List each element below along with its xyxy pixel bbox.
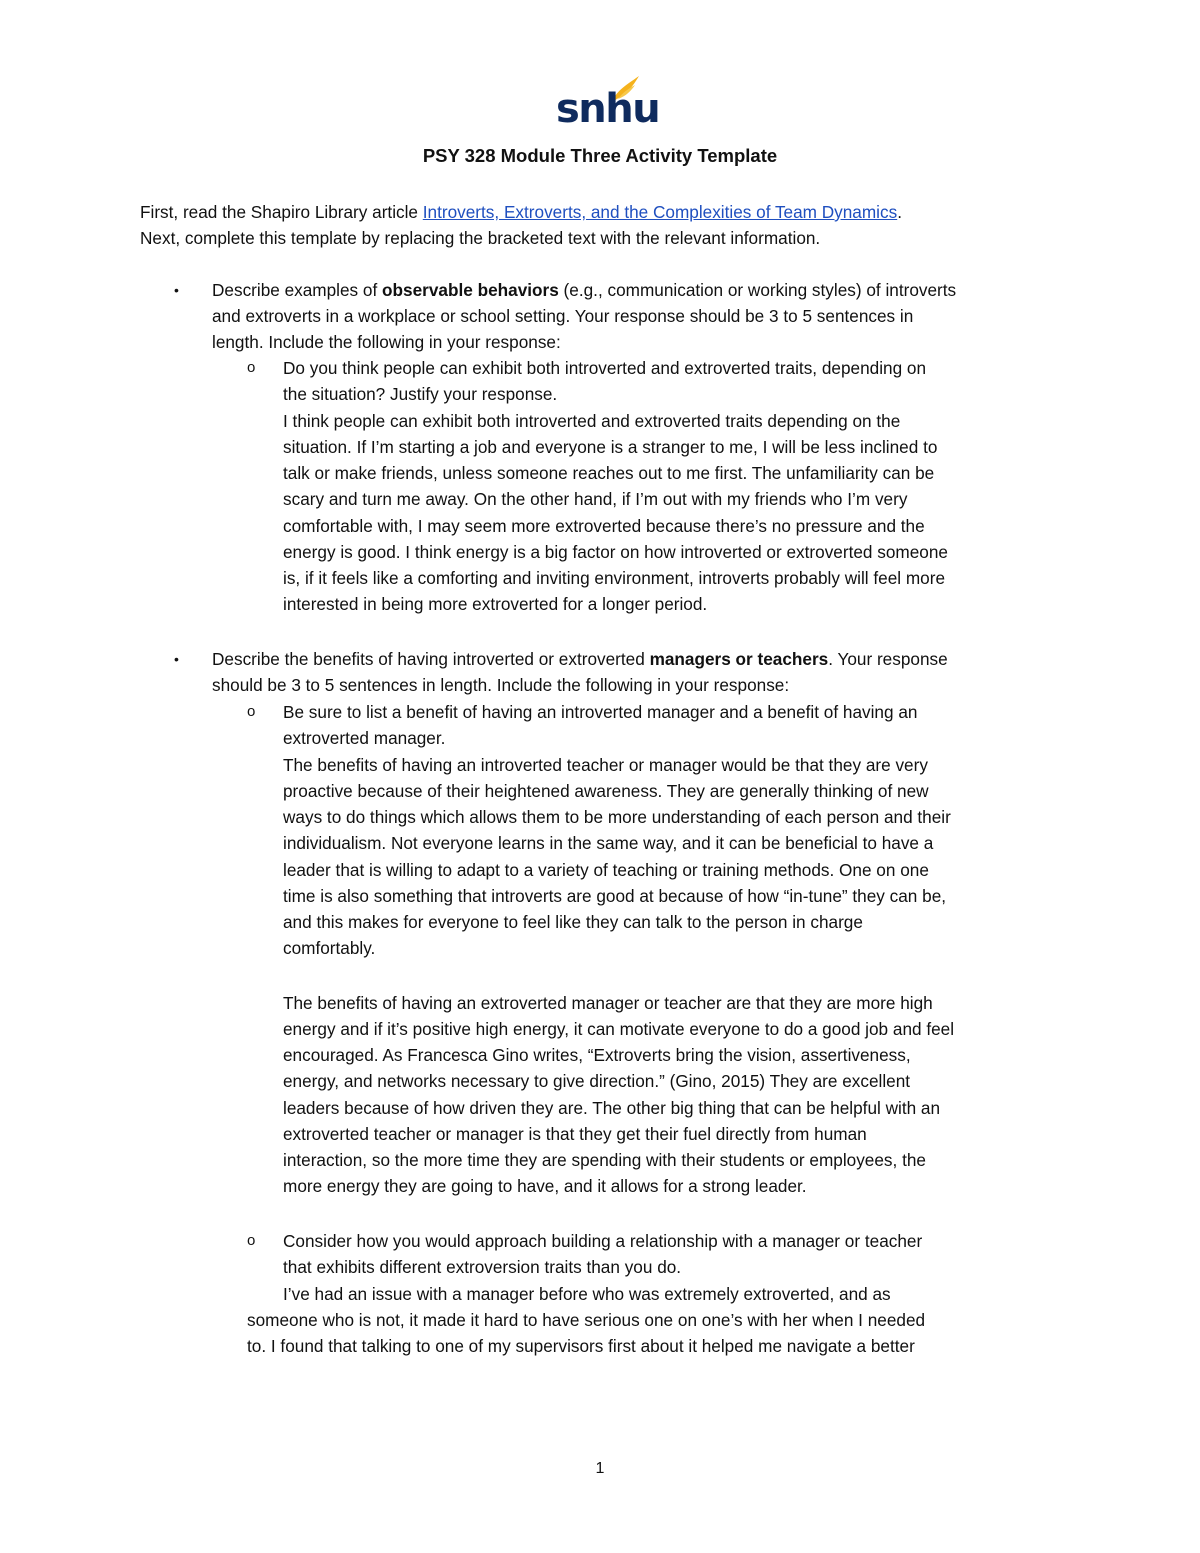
answer-3-line: energy, and networks necessary to give direction.” (Gino, 2015) They are excellent [283,1071,911,1091]
answer-1-line: interested in being more extroverted for a longer period. [283,594,708,614]
bullet-marker: • [174,651,179,667]
answer-2-line: ways to do things which allows them to be more understanding of each person and their [283,807,951,827]
answer-3-line: encouraged. As Francesca Gino writes, “Extroverts bring the vision, assertiveness, [283,1045,911,1065]
sub-question-2-line-1: Be sure to list a benefit of having an introverted manager and a benefit of having an [283,702,918,722]
logo-text: snhu [556,86,660,132]
answer-2-line: time is also something that introverts are good at because of how “in-tune” they can be, [283,886,947,906]
answer-2-line: individualism. Not everyone learns in the same way, and it can be beneficial to have a [283,833,934,853]
answer-1-line: situation. If I’m starting a job and everyone is a stranger to me, I will be less inclined to [283,437,938,457]
answer-3-line: energy and if it’s positive high energy, it can motivate everyone to do a good job and feel [283,1019,955,1039]
answer-4-line: someone who is not, it made it hard to have serious one on one’s with her when I needed [247,1310,926,1330]
sub-question-3-line-1: Consider how you would approach building a relationship with a manager or teacher [283,1231,923,1251]
answer-1-line: comfortable with, I may seem more extroverted because there’s no pressure and the [283,516,925,536]
sub-bullet-marker: o [247,1232,256,1249]
answer-2-line: comfortably. [283,938,376,958]
page-title: PSY 328 Module Three Activity Template [422,145,778,166]
answer-4-line: I’ve had an issue with a manager before who was extremely extroverted, and as [283,1284,891,1304]
prompt-1-line-1: Describe examples of observable behaviors (e.g., communication or working styles) of introverts [212,280,957,300]
prompt-2-line-1: Describe the benefits of having introverted or extroverted managers or teachers. Your response [212,649,948,669]
page-number: 1 [595,1460,605,1477]
sub-question-1-line-2: the situation? Justify your response. [283,384,558,404]
answer-2-line: The benefits of having an introverted teacher or manager would be that they are very [283,755,928,775]
answer-2-line: proactive because of their heightened awareness. They are generally thinking of new [283,781,929,801]
answer-3-line: more energy they are going to have, and it allows for a strong leader. [283,1176,807,1196]
sub-question-2-line-2: extroverted manager. [283,728,446,748]
answer-3-line: extroverted teacher or manager is that they get their fuel directly from human [283,1124,867,1144]
answer-1-line: energy is good. I think energy is a big factor on how introverted or extroverted someone [283,542,948,562]
intro-line-1: First, read the Shapiro Library article Introverts, Extroverts, and the Complexities of Team Dynamics. [140,202,902,222]
answer-2-line: leader that is willing to adapt to a variety of teaching or training methods. One on one [283,860,929,880]
answer-1-line: is, if it feels like a comforting and inviting environment, introverts probably will feel more [283,568,946,588]
bullet-marker: • [174,282,179,298]
answer-3-line: The benefits of having an extroverted manager or teacher are that they are more high [283,993,933,1013]
article-link[interactable]: Introverts, Extroverts, and the Complexities of Team Dynamics [422,202,898,222]
answer-1-line: talk or make friends, unless someone reaches out to me first. The unfamiliarity can be [283,463,935,483]
answer-2-line: and this makes for everyone to feel like they can talk to the person in charge [283,912,863,932]
sub-bullet-marker: o [247,703,256,720]
snhu-logo [556,75,660,132]
sub-question-3-line-2: that exhibits different extroversion traits than you do. [283,1257,682,1277]
answer-3-line: leaders because of how driven they are. The other big thing that can be helpful with an [283,1098,941,1118]
answer-1-line: I think people can exhibit both introverted and extroverted traits depending on the [283,411,901,431]
sub-bullet-marker: o [247,359,256,376]
answer-4-line: to. I found that talking to one of my supervisors first about it helped me navigate a better [247,1336,915,1356]
answer-1-line: scary and turn me away. On the other hand, if I’m out with my friends who I’m very [283,489,908,509]
sub-question-1-line-1: Do you think people can exhibit both introverted and extroverted traits, depending on [283,358,927,378]
prompt-1-line-2: and extroverts in a workplace or school setting. Your response should be 3 to 5 sentences in [212,306,914,326]
prompt-2-line-2: should be 3 to 5 sentences in length. Include the following in your response: [212,675,790,695]
prompt-1-line-3: length. Include the following in your response: [212,332,561,352]
answer-3-line: interaction, so the more time they are spending with their students or employees, the [283,1150,926,1170]
intro-line-2: Next, complete this template by replacing the bracketed text with the relevant information. [140,228,821,248]
